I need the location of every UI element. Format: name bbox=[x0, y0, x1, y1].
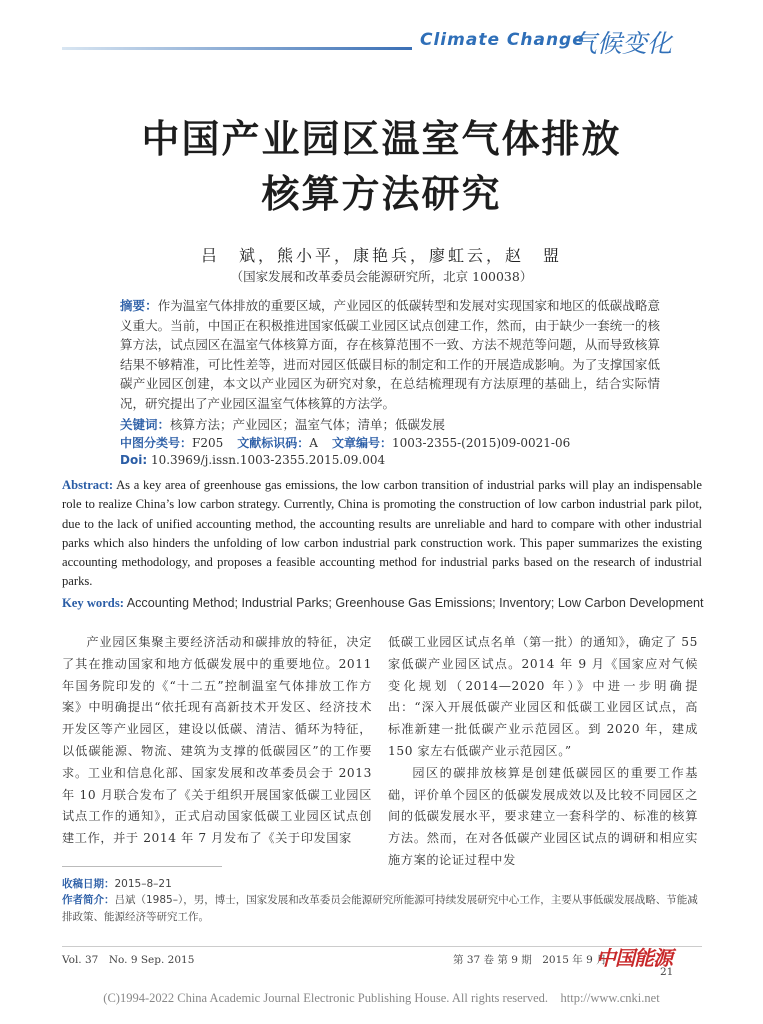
page-number: 21 bbox=[660, 966, 674, 978]
clc-label: 中图分类号： bbox=[120, 436, 193, 450]
keywords-en-text: Accounting Method; Industrial Parks; Greenhouse Gas Emissions; Inventory; Low Carbon Development bbox=[126, 596, 704, 610]
journal-name-en: Climate Change bbox=[420, 30, 585, 50]
abstract-en-label: Abstract: bbox=[62, 478, 114, 492]
body-paragraph: 低碳工业园区试点名单（第一批）的通知》，确定了 55 家低碳产业园区试点。2014 年 9 月《国家应对气候变化规划（2014—2020 年）》中进一步明确提出：“深入开展低碳产业园区和低碳工业园区试点，高标准新建一批低碳产业示范园区。到 2020 年，建成 150 家左右低碳产业示范园区。” bbox=[388, 635, 698, 758]
footer-volume-en: Vol. 37 No. 9 Sep. 2015 bbox=[62, 954, 195, 966]
body-column-left bbox=[62, 632, 372, 850]
doc-code-label: 文献标识码： bbox=[237, 436, 310, 450]
doi-value: 10.3969/j.issn.1003-2355.2015.09.004 bbox=[150, 453, 386, 467]
footnote-author bbox=[62, 892, 702, 926]
footnote-received bbox=[62, 876, 702, 893]
doi bbox=[120, 453, 385, 467]
keywords-zh bbox=[120, 415, 445, 433]
body-paragraph: 园区的碳排放核算是创建低碳园区的重要工作基础，评价单个园区的低碳发展成效以及比较不同园区之间的低碳发展水平，要求建立一套科学的、标准的核算方法。然而，在对各低碳产业园区试点的调研和相应实施方案的论证过程中发 bbox=[388, 765, 698, 867]
copyright-watermark: (C)1994-2022 China Academic Journal Electronic Publishing House. All rights reserved. http://www.cnki.net bbox=[103, 991, 660, 1005]
article-no-label: 文章编号： bbox=[331, 436, 392, 450]
classification bbox=[120, 434, 570, 451]
body-paragraph: 产业园区集聚主要经济活动和碳排放的特征，决定了其在推动国家和地方低碳发展中的重要地位。2011 年国务院印发的《“十二五”控制温室气体排放工作方案》中明确提出“依托现有高新技术开发区、经济技术开发区等产业园区，建设以低碳、清洁、循环为特征，以低碳能源、物流、建筑为支撑的低碳园区”的工作要求。工业和信息化部、国家发展和改革委员会于 2013 年 10 月联合发布了《关于组织开展国家低碳工业园区试点工作的通知》，正式启动国家低碳工业园区试点创建工作，并于 2014 年 7 月发布了《关于印发国家 bbox=[62, 635, 372, 846]
footer-volume-zh: 第 37 卷 第 9 期 2015 年 9 月 bbox=[453, 954, 607, 966]
article-no-value: 1003-2355-(2015)09-0021-06 bbox=[391, 436, 571, 450]
author-bio: 吕斌（1985–），男，博士，国家发展和改革委员会能源研究所能源可持续发展研究中心工作，主要从事低碳发展战略、节能减排政策、能源经济等研究工作。 bbox=[62, 894, 698, 923]
authors: 吕 斌，熊小平，康艳兵，廖虹云，赵 盟 bbox=[200, 246, 562, 265]
abstract-zh-text: 作为温室气体排放的重要区域，产业园区的低碳转型和发展对实现国家和地区的低碳战略意义重大。当前，中国正在积极推进国家低碳工业园区试点创建工作，然而，由于缺少一套统一的核算方法，试点园区在温室气体核算方面，存在核算范围不一致、方法不规范等问题，从而导致核算结果不够精准，可比性差等，进而对园区低碳目标的制定和工作的开展造成影响。为了支撑国家低碳产业园区创建，本文以产业园区为研究对象，在总结梳理现有方法原理的基础上，结合实际情况，研究提出了产业园区温室气体核算的方法学。 bbox=[120, 298, 660, 411]
abstract-en bbox=[62, 476, 702, 592]
paper-title-line1: 中国产业园区温室气体排放 bbox=[141, 117, 622, 161]
doi-label: Doi: bbox=[120, 453, 148, 467]
received-date: 2015–8–21 bbox=[114, 878, 172, 890]
affiliation: （国家发展和改革委员会能源研究所，北京 100038） bbox=[230, 269, 533, 284]
author-bio-label: 作者简介： bbox=[62, 894, 115, 906]
abstract-zh bbox=[120, 296, 660, 414]
keywords-en bbox=[62, 594, 704, 613]
paper-title-line2: 核算方法研究 bbox=[261, 172, 502, 216]
abstract-en-text: As a key area of greenhouse gas emissions, the low carbon transition of industrial parks will play an indispensable role to realize China’s low carbon strategy. Currently, China is promoting the construction of low carbon industrial park pilot, due to the lack of unified accounting method, the accounting results are unreliable and hard to compare with other industrial parks which also hinders the unfolding of low carbon industrial park construction work. This paper summarizes the existing accounting methodology, and proposes a feasible accounting method for industrial parks based on the research of industrial parks. bbox=[62, 478, 702, 589]
body-column-right bbox=[388, 632, 698, 872]
header-rule bbox=[62, 47, 412, 50]
doc-code-value: A bbox=[309, 436, 318, 450]
clc-value: F205 bbox=[192, 436, 224, 450]
journal-logo: 中国能源 bbox=[596, 946, 672, 970]
abstract-zh-label: 摘要： bbox=[120, 298, 158, 313]
received-label: 收稿日期： bbox=[62, 878, 115, 890]
keywords-zh-text: 核算方法；产业园区；温室气体；清单；低碳发展 bbox=[170, 417, 446, 432]
keywords-en-label: Key words: bbox=[62, 596, 124, 610]
keywords-zh-label: 关键词： bbox=[120, 417, 171, 432]
journal-name-zh: 气候变化 bbox=[572, 29, 673, 58]
footnote-rule bbox=[62, 866, 222, 867]
